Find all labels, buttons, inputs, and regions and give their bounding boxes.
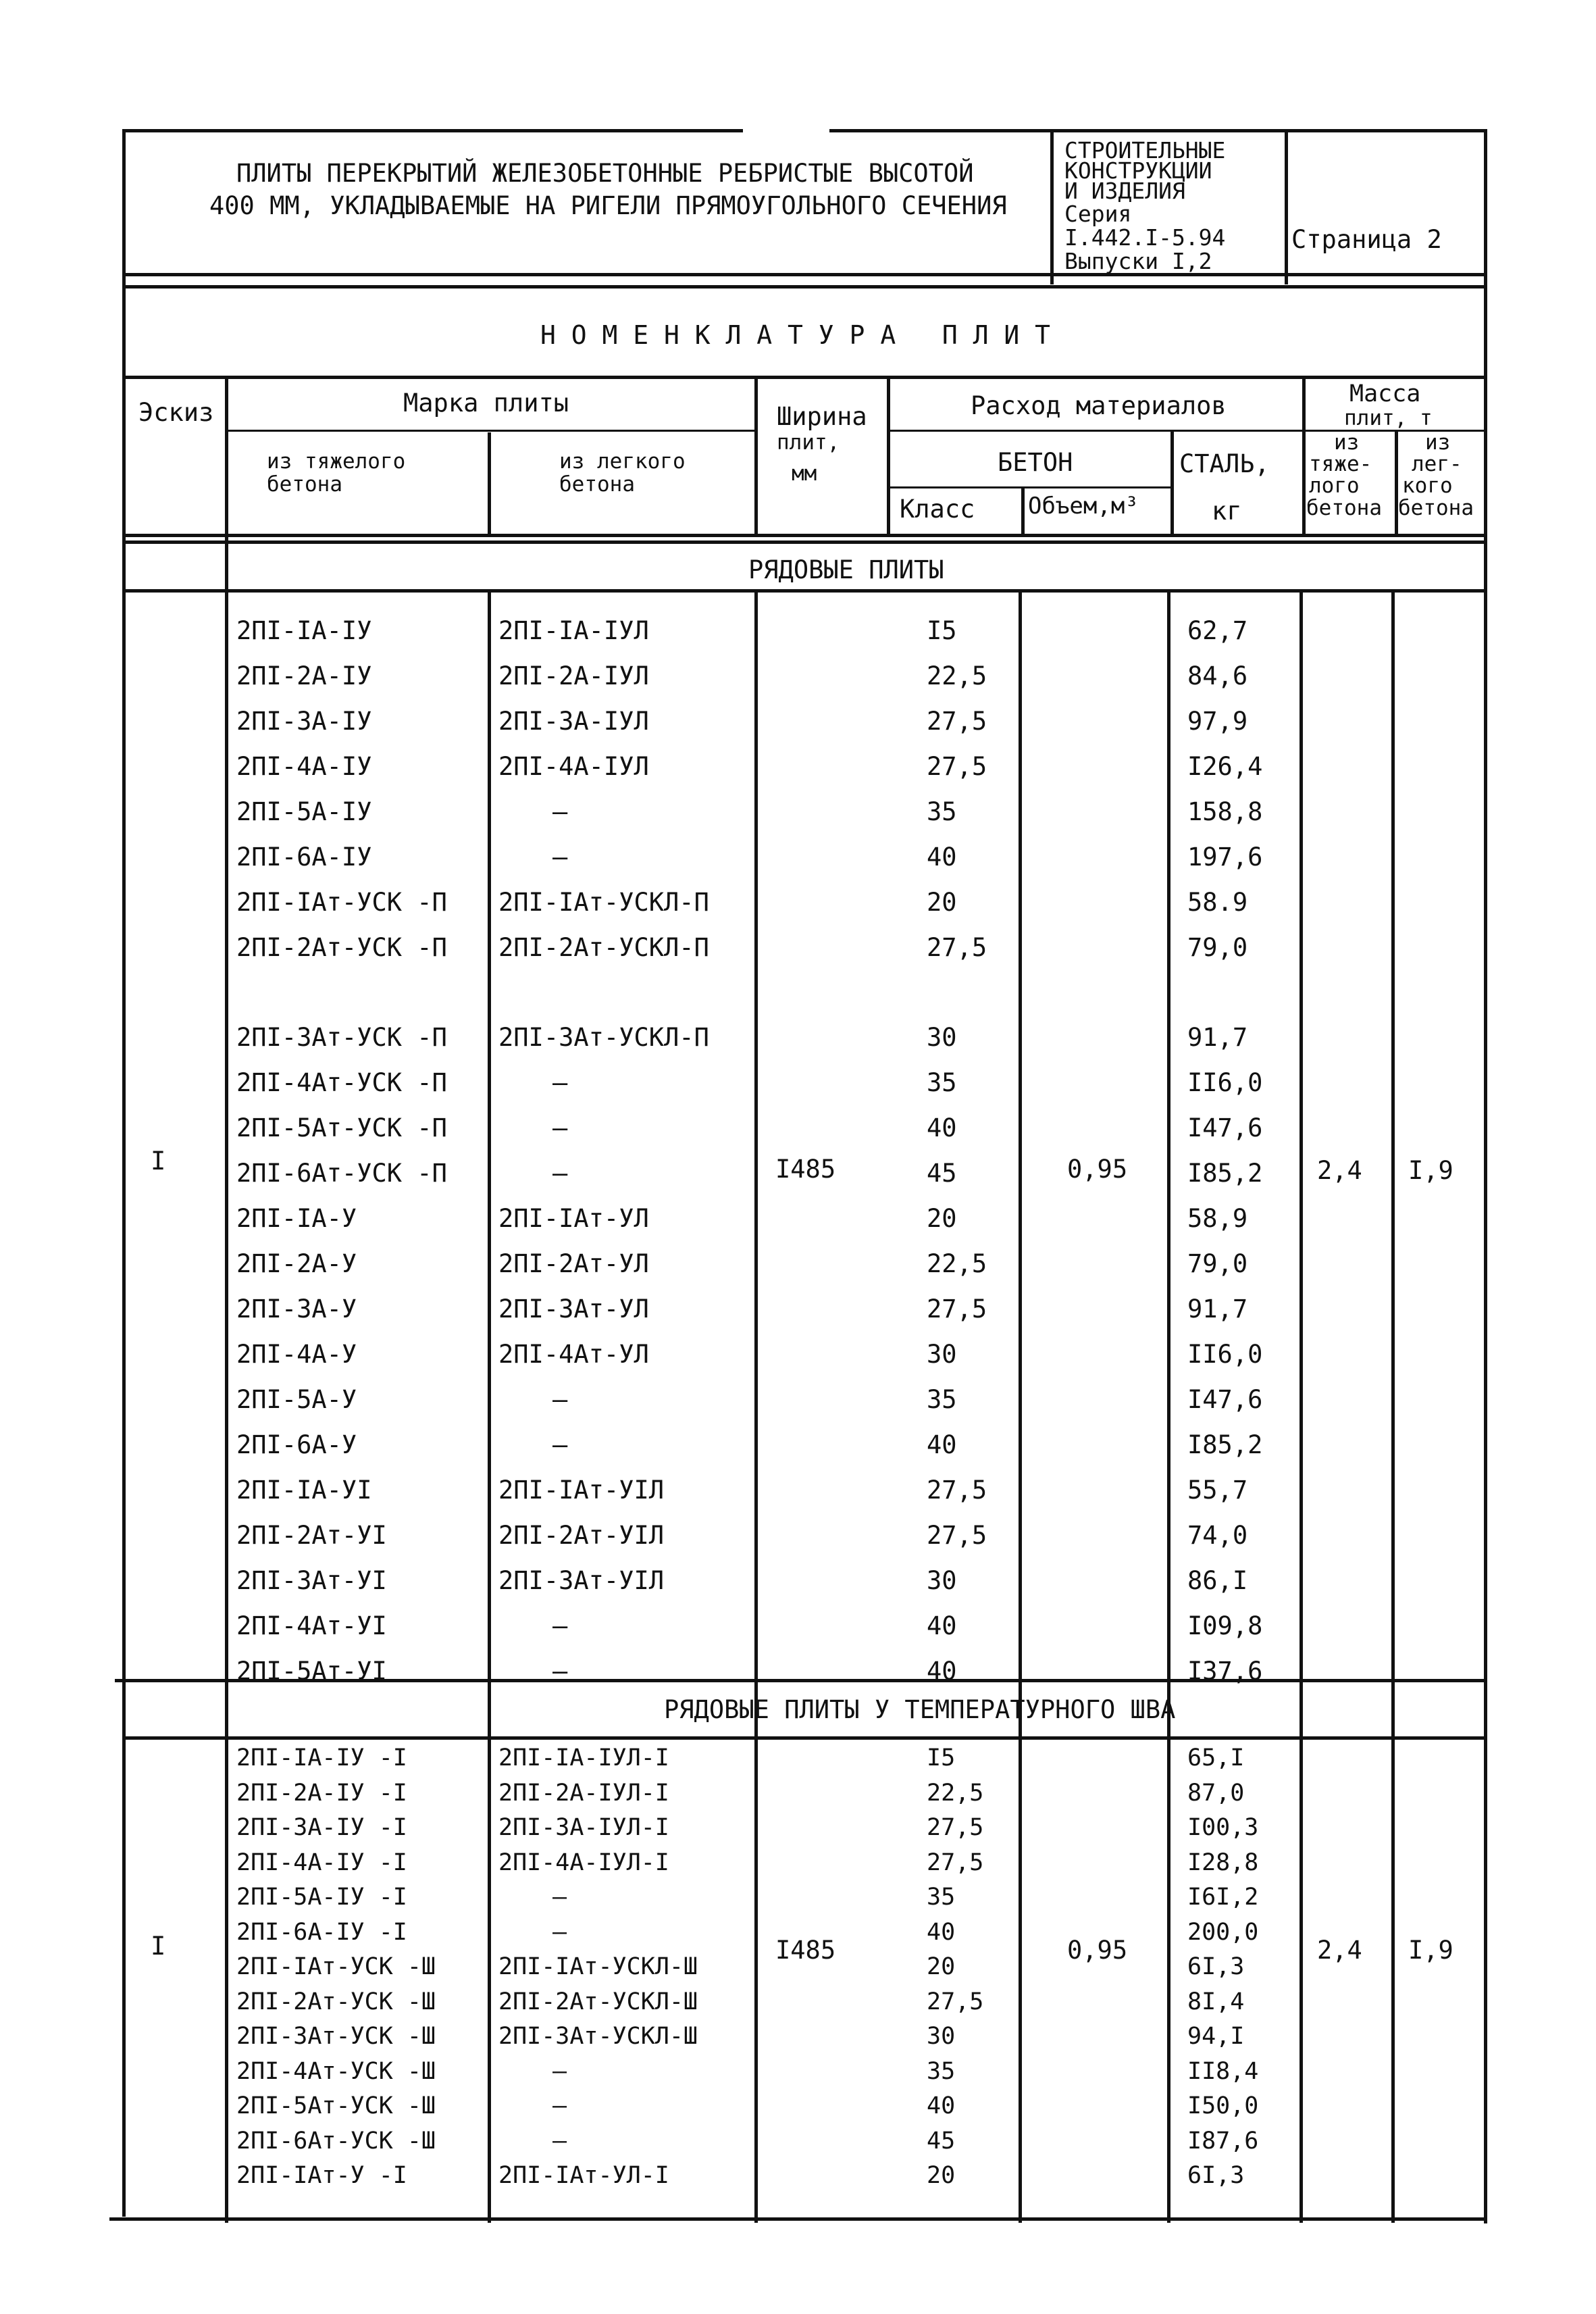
mark-light: – xyxy=(552,1657,568,1686)
concrete-class: 30 xyxy=(927,1023,957,1052)
section1-width: I485 xyxy=(775,1155,836,1184)
concrete-class: 27,5 xyxy=(927,1848,984,1876)
concrete-class: 30 xyxy=(927,1566,957,1595)
document-title-line2: 400 ММ, УКЛАДЫВАЕМЫЕ НА РИГЕЛИ ПРЯМОУГОЛЬНОГО СЕЧЕНИЯ xyxy=(209,191,1007,220)
steel-kg: 79,0 xyxy=(1187,1249,1248,1278)
mark-light: – xyxy=(552,797,568,826)
mark-heavy: 2ПI-IA-У xyxy=(236,1204,357,1233)
mark-heavy: 2ПI-IA-IУ xyxy=(236,616,372,645)
document-title-line1: ПЛИТЫ ПЕРЕКРЫТИЙ ЖЕЛЕЗОБЕТОННЫЕ РЕБРИСТЫЕ ВЫСОТОЙ xyxy=(236,159,974,188)
concrete-class: 45 xyxy=(927,2127,956,2155)
mark-heavy: 2ПI-5A-У xyxy=(236,1385,357,1414)
header-width-2: плит, xyxy=(777,430,840,455)
steel-kg: 55,7 xyxy=(1187,1476,1248,1505)
mark-heavy: 2ПI-6A-IУ -I xyxy=(236,1918,407,1946)
mark-light: 2ПI-3A-IУЛ-I xyxy=(498,1814,669,1841)
mark-heavy: 2ПI-5Aт-УСК -Ш xyxy=(236,2092,436,2119)
page-number: Страница 2 xyxy=(1291,225,1442,254)
mark-light: – xyxy=(552,1430,568,1459)
concrete-class: 30 xyxy=(927,1340,957,1369)
concrete-class: 20 xyxy=(927,2162,956,2189)
mark-heavy: 2ПI-2A-У xyxy=(236,1249,357,1278)
steel-kg: I47,6 xyxy=(1187,1385,1263,1414)
concrete-class: 40 xyxy=(927,1611,957,1640)
mark-heavy: 2ПI-3A-IУ xyxy=(236,707,372,736)
concrete-class: 22,5 xyxy=(927,1249,987,1278)
mark-light: 2ПI-3Aт-УIЛ xyxy=(498,1566,665,1595)
header-mass-heavy-3: лого xyxy=(1309,474,1360,498)
table-title: Н О М Е Н К Л А Т У Р А П Л И Т xyxy=(540,320,1050,350)
concrete-class: 35 xyxy=(927,797,957,826)
header-mark-light-1: из легкого xyxy=(559,449,686,474)
concrete-class: I5 xyxy=(927,1744,956,1771)
steel-kg: 87,0 xyxy=(1187,1779,1245,1807)
concrete-class: 20 xyxy=(927,888,957,917)
mark-light: 2ПI-IA-IУЛ-I xyxy=(498,1744,669,1771)
mark-light: – xyxy=(552,1113,568,1142)
header-class: Класс xyxy=(900,495,975,524)
steel-kg: I47,6 xyxy=(1187,1113,1263,1142)
mark-heavy: 2ПI-5Aт-УI xyxy=(236,1657,387,1686)
concrete-class: 35 xyxy=(927,1385,957,1414)
concrete-class: 27,5 xyxy=(927,707,987,736)
concrete-class: 22,5 xyxy=(927,661,987,690)
header-steel-2: кг xyxy=(1212,497,1242,526)
header-mass-heavy-2: тяже- xyxy=(1309,452,1372,476)
mark-light: 2ПI-2Aт-УЛ xyxy=(498,1249,649,1278)
section2-width: I485 xyxy=(775,1936,836,1965)
mark-light: 2ПI-IA-IУЛ xyxy=(498,616,649,645)
steel-kg: 97,9 xyxy=(1187,707,1248,736)
header-sketch: Эскиз xyxy=(138,398,214,427)
concrete-class: 40 xyxy=(927,1430,957,1459)
mark-heavy: 2ПI-5Aт-УСК -П xyxy=(236,1113,447,1142)
section2-volume: 0,95 xyxy=(1067,1936,1128,1965)
header-width-3: мм xyxy=(792,461,817,486)
mark-light: 2ПI-4A-IУЛ-I xyxy=(498,1848,669,1876)
concrete-class: I5 xyxy=(927,616,957,645)
steel-kg: 94,I xyxy=(1187,2023,1245,2050)
section2-sketch: I xyxy=(151,1932,166,1961)
mark-heavy: 2ПI-IAт-УСК -Ш xyxy=(236,1953,436,1980)
steel-kg: I85,2 xyxy=(1187,1430,1263,1459)
mark-heavy: 2ПI-4Aт-УСК -П xyxy=(236,1068,447,1097)
mark-light: – xyxy=(552,842,568,872)
mark-heavy: 2ПI-4Aт-УI xyxy=(236,1611,387,1640)
mark-heavy: 2ПI-2A-IУ -I xyxy=(236,1779,407,1807)
steel-kg: I09,8 xyxy=(1187,1611,1263,1640)
mark-light: – xyxy=(552,2127,567,2155)
mark-light: 2ПI-IAт-УIЛ xyxy=(498,1476,665,1505)
mark-light: 2ПI-2A-IУЛ xyxy=(498,661,649,690)
mark-heavy: 2ПI-4A-IУ xyxy=(236,752,372,781)
steel-kg: 74,0 xyxy=(1187,1521,1248,1550)
mark-light: – xyxy=(552,1884,567,1911)
mark-heavy: 2ПI-2Aт-УI xyxy=(236,1521,387,1550)
mark-light: 2ПI-2A-IУЛ-I xyxy=(498,1779,669,1807)
steel-kg: 6I,3 xyxy=(1187,1953,1245,1980)
section2-mass-heavy: 2,4 xyxy=(1317,1936,1362,1965)
header-mark: Марка плиты xyxy=(403,388,569,418)
mark-light: – xyxy=(552,1159,568,1188)
steel-kg: 79,0 xyxy=(1187,933,1248,962)
series-line4: Серия xyxy=(1064,201,1132,227)
mark-light: – xyxy=(552,1918,567,1946)
header-concrete: БЕТОН xyxy=(998,448,1073,477)
concrete-class: 35 xyxy=(927,1884,956,1911)
mark-heavy: 2ПI-3Aт-УСК -П xyxy=(236,1023,447,1052)
steel-kg: 86,I xyxy=(1187,1566,1248,1595)
header-mass-heavy-1: из xyxy=(1334,430,1360,455)
header-mark-light-2: бетона xyxy=(559,472,635,497)
steel-kg: 65,I xyxy=(1187,1744,1245,1771)
header-materials: Расход материалов xyxy=(971,391,1227,420)
section2-title: РЯДОВЫЕ ПЛИТЫ У ТЕМПЕРАТУРНОГО ШВА xyxy=(664,1695,1176,1724)
mark-light: 2ПI-3A-IУЛ xyxy=(498,707,649,736)
mark-heavy: 2ПI-IA-IУ -I xyxy=(236,1744,407,1771)
mark-light: 2ПI-IAт-УЛ xyxy=(498,1204,649,1233)
concrete-class: 30 xyxy=(927,2023,956,2050)
mark-light: 2ПI-4A-IУЛ xyxy=(498,752,649,781)
mark-light: 2ПI-IAт-УСКЛ-П xyxy=(498,888,709,917)
concrete-class: 40 xyxy=(927,2092,956,2119)
mark-light: 2ПI-4Aт-УЛ xyxy=(498,1340,649,1369)
steel-kg: 6I,3 xyxy=(1187,2162,1245,2189)
concrete-class: 22,5 xyxy=(927,1779,984,1807)
mark-light: 2ПI-3Aт-УСКЛ-П xyxy=(498,1023,709,1052)
concrete-class: 27,5 xyxy=(927,1521,987,1550)
series-issues: Выпуски I,2 xyxy=(1064,248,1212,274)
steel-kg: I37,6 xyxy=(1187,1657,1263,1686)
steel-kg: I6I,2 xyxy=(1187,1884,1259,1911)
header-mass-light-4: бетона xyxy=(1398,496,1474,520)
steel-kg: I50,0 xyxy=(1187,2092,1259,2119)
concrete-class: 35 xyxy=(927,1068,957,1097)
mark-light: – xyxy=(552,2092,567,2119)
steel-kg: II6,0 xyxy=(1187,1340,1263,1369)
concrete-class: 27,5 xyxy=(927,1988,984,2015)
series-number: I.442.I-5.94 xyxy=(1064,224,1226,251)
steel-kg: I85,2 xyxy=(1187,1159,1263,1188)
mark-heavy: 2ПI-6A-IУ xyxy=(236,842,372,872)
steel-kg: I00,3 xyxy=(1187,1814,1259,1841)
steel-kg: II8,4 xyxy=(1187,2057,1259,2085)
header-steel-1: СТАЛЬ, xyxy=(1179,449,1270,478)
mark-heavy: 2ПI-2Aт-УСК -П xyxy=(236,933,447,962)
steel-kg: 91,7 xyxy=(1187,1023,1248,1052)
concrete-class: 40 xyxy=(927,842,957,872)
steel-kg: 200,0 xyxy=(1187,1918,1259,1946)
section1-sketch: I xyxy=(151,1147,166,1176)
mark-light: 2ПI-3Aт-УСКЛ-Ш xyxy=(498,2023,698,2050)
concrete-class: 27,5 xyxy=(927,1814,984,1841)
header-mass-light-2: лег- xyxy=(1412,452,1462,476)
mark-heavy: 2ПI-IAт-УСК -П xyxy=(236,888,447,917)
header-mass-2: плит, т xyxy=(1344,406,1433,430)
header-mass-light-1: из xyxy=(1425,430,1451,455)
mark-heavy: 2ПI-4Aт-УСК -Ш xyxy=(236,2057,436,2085)
steel-kg: 62,7 xyxy=(1187,616,1248,645)
mark-heavy: 2ПI-2Aт-УСК -Ш xyxy=(236,1988,436,2015)
concrete-class: 27,5 xyxy=(927,1294,987,1324)
section1-volume: 0,95 xyxy=(1067,1155,1128,1184)
series-line3: И ИЗДЕЛИЯ xyxy=(1064,178,1185,204)
steel-kg: 91,7 xyxy=(1187,1294,1248,1324)
concrete-class: 20 xyxy=(927,1953,956,1980)
section1-mass-heavy: 2,4 xyxy=(1317,1156,1362,1185)
steel-kg: II6,0 xyxy=(1187,1068,1263,1097)
mark-light: 2ПI-3Aт-УЛ xyxy=(498,1294,649,1324)
section1-title: РЯДОВЫЕ ПЛИТЫ xyxy=(748,555,944,584)
header-width-1: Ширина xyxy=(777,402,867,431)
mark-light: 2ПI-IAт-УСКЛ-Ш xyxy=(498,1953,698,1980)
header-volume: Объем,м³ xyxy=(1028,493,1139,520)
mark-light: 2ПI-2Aт-УСКЛ-Ш xyxy=(498,1988,698,2015)
steel-kg: 8I,4 xyxy=(1187,1988,1245,2015)
mark-heavy: 2ПI-6A-У xyxy=(236,1430,357,1459)
header-mass-1: Масса xyxy=(1349,380,1421,407)
steel-kg: 197,6 xyxy=(1187,842,1263,872)
series-line1: СТРОИТЕЛЬНЫЕ xyxy=(1064,137,1226,164)
steel-kg: I28,8 xyxy=(1187,1848,1259,1876)
series-line2: КОНСТРУКЦИИ xyxy=(1064,157,1212,184)
concrete-class: 40 xyxy=(927,1657,957,1686)
mark-heavy: 2ПI-4A-IУ -I xyxy=(236,1848,407,1876)
steel-kg: I26,4 xyxy=(1187,752,1263,781)
mark-light: 2ПI-2Aт-УСКЛ-П xyxy=(498,933,709,962)
steel-kg: 158,8 xyxy=(1187,797,1263,826)
header-mark-heavy-1: из тяжелого xyxy=(267,449,406,474)
section2-mass-light: I,9 xyxy=(1408,1936,1453,1965)
steel-kg: 84,6 xyxy=(1187,661,1248,690)
concrete-class: 35 xyxy=(927,2057,956,2085)
concrete-class: 40 xyxy=(927,1113,957,1142)
mark-light: – xyxy=(552,1068,568,1097)
steel-kg: 58,9 xyxy=(1187,1204,1248,1233)
mark-light: – xyxy=(552,1385,568,1414)
mark-heavy: 2ПI-IAт-У -I xyxy=(236,2162,407,2189)
concrete-class: 27,5 xyxy=(927,752,987,781)
mark-heavy: 2ПI-3Aт-УСК -Ш xyxy=(236,2023,436,2050)
steel-kg: I87,6 xyxy=(1187,2127,1259,2155)
header-mark-heavy-2: бетона xyxy=(267,472,342,497)
mark-heavy: 2ПI-4A-У xyxy=(236,1340,357,1369)
mark-heavy: 2ПI-3A-У xyxy=(236,1294,357,1324)
steel-kg: 58.9 xyxy=(1187,888,1248,917)
mark-light: – xyxy=(552,2057,567,2085)
concrete-class: 40 xyxy=(927,1918,956,1946)
concrete-class: 27,5 xyxy=(927,1476,987,1505)
mark-heavy: 2ПI-3Aт-УI xyxy=(236,1566,387,1595)
section1-mass-light: I,9 xyxy=(1408,1156,1453,1185)
mark-light: – xyxy=(552,1611,568,1640)
mark-heavy: 2ПI-6Aт-УСК -Ш xyxy=(236,2127,436,2155)
concrete-class: 20 xyxy=(927,1204,957,1233)
mark-light: 2ПI-2Aт-УIЛ xyxy=(498,1521,665,1550)
mark-heavy: 2ПI-5A-IУ xyxy=(236,797,372,826)
header-mass-heavy-4: бетона xyxy=(1306,496,1382,520)
mark-heavy: 2ПI-6Aт-УСК -П xyxy=(236,1159,447,1188)
mark-light: 2ПI-IAт-УЛ-I xyxy=(498,2162,669,2189)
mark-heavy: 2ПI-3A-IУ -I xyxy=(236,1814,407,1841)
concrete-class: 27,5 xyxy=(927,933,987,962)
mark-heavy: 2ПI-IA-УI xyxy=(236,1476,372,1505)
mark-heavy: 2ПI-5A-IУ -I xyxy=(236,1884,407,1911)
header-mass-light-3: кого xyxy=(1402,474,1453,498)
concrete-class: 45 xyxy=(927,1159,957,1188)
mark-heavy: 2ПI-2A-IУ xyxy=(236,661,372,690)
